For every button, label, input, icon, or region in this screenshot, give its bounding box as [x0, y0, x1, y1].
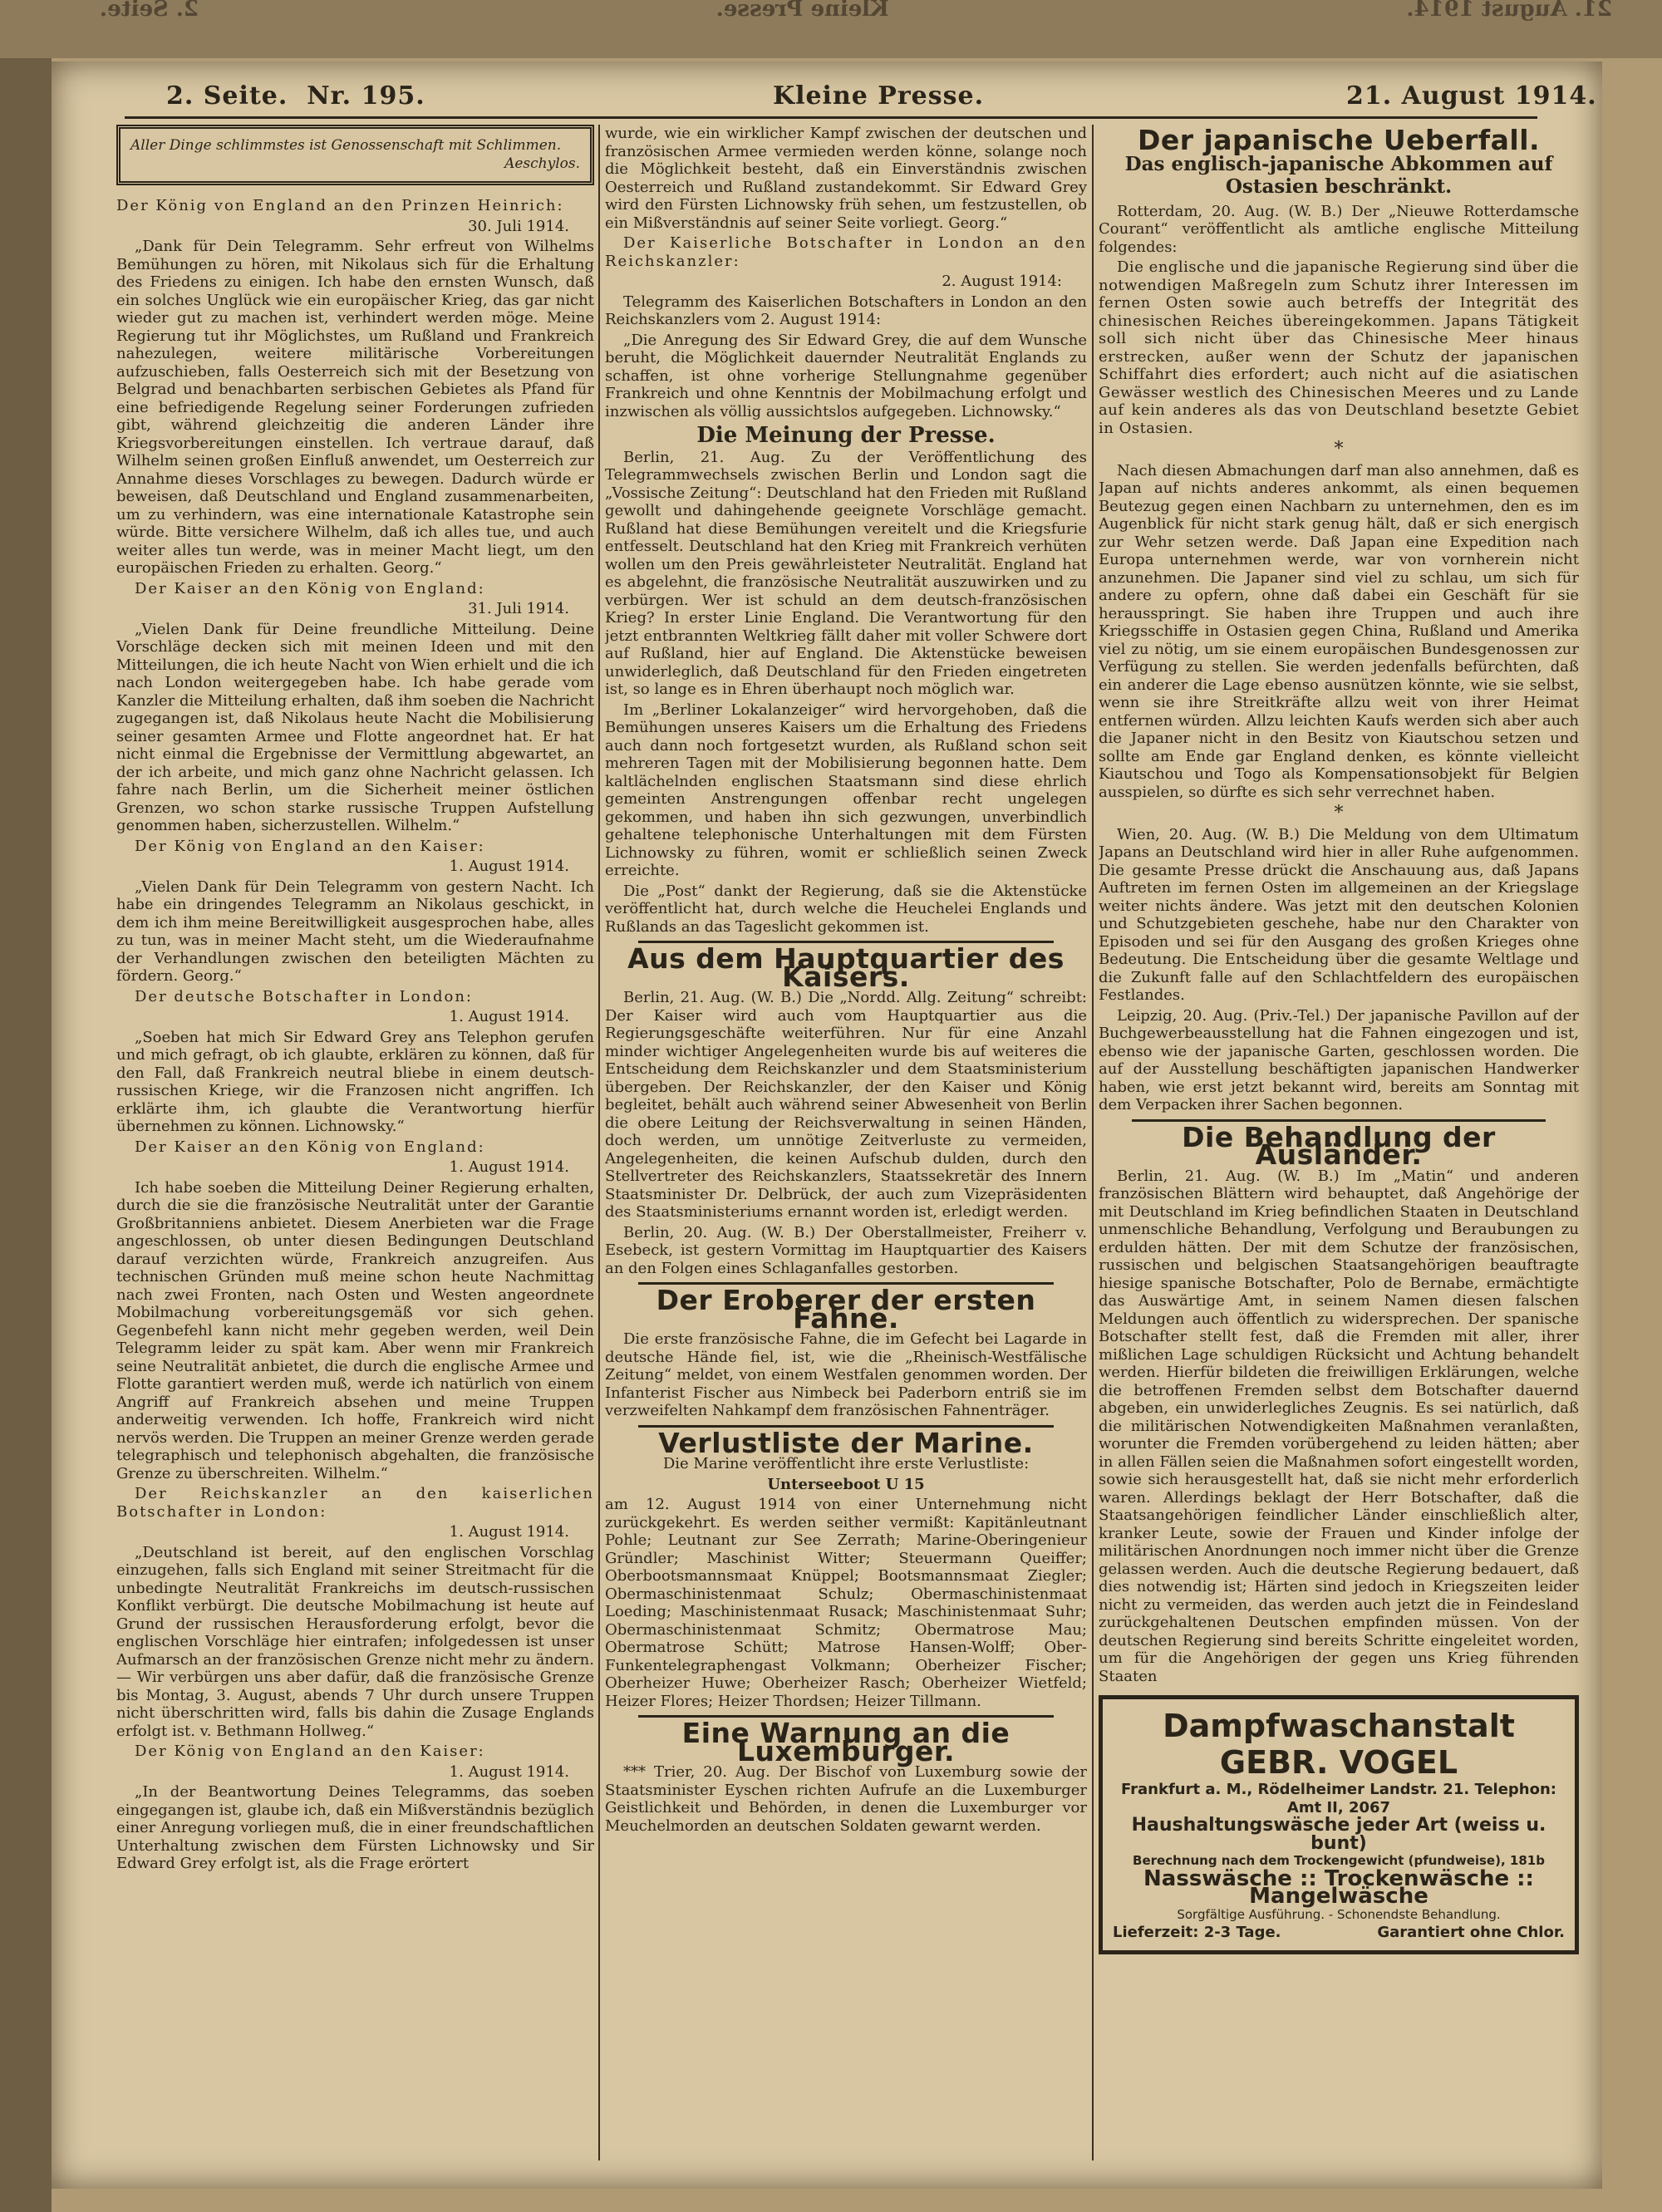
- article-paragraph: Berlin, 21. Aug. (W. B.) Die „Nordd. Allg. Zeitung“ schreibt: Der Kaiser wird auch vom Hauptquartier aus die Regierungsgeschäfte weiterführen. Nur für eine Anzahl minder wichtiger Angelegenheiten wurde bis auf weiteres die Entscheidung dem Reichskanzler und dem Staatsministerium übergeben. Der Reichskanzler, der den Kaiser und König begleitet, behält auch während seiner Abwesenheit von Berlin die obere Leitung der Reichsverwaltung in seinen Händen, doch werden, um unnötige Zeitverluste zu vermeiden, Angelegenheiten, die keinen Aufschub dulden, durch den Stellvertreter des Reichskanzlers, Staatssekretär des Innern Staatsminister Dr. Delbrück, der auch zum Vizepräsidenten des Staatsministeriums ernannt worden ist, erledigt werden.: [605, 989, 1087, 1221]
- ad-footer: [1113, 1924, 1565, 1942]
- article-paragraph: Berlin, 20. Aug. (W. B.) Der Oberstallmeister, Freiherr v. Esebeck, ist gestern Vormittag im Hauptquartier des Kaisers an den Folgen eines Schlaganfalles gestorben.: [605, 1223, 1087, 1277]
- header-rule: [125, 116, 1537, 119]
- section-heading-hq: Aus dem Hauptquartier des Kaisers.: [627, 942, 1065, 993]
- telegram-text: „Vielen Dank für Deine freundliche Mitteilung. Deine Vorschläge decken sich mit meinen Ideen und mit den Mitteilungen, die ich heute Nacht von Wien erhielt und die ich nach London weitergegeben habe. Ich habe gerade vom Kanzler die Mitteilung erhalten, daß ihm soeben die Nachricht zugegangen ist, daß Nikolaus heute Nacht die Mobilisierung seiner gesamten Armee und Flotte angeordnet hat. Er hat nicht einmal die Ergebnisse der Vermittlung abgewartet, an der ich arbeite, und mich ganz ohne Nachricht gelassen. Ich fahre nach Berlin, um die Sicherheit meiner östlichen Grenzen, wo schon starke russische Truppen Aufstellung genommen haben, sicherzustellen. Wilhelm.“: [116, 620, 594, 834]
- page-number: 2. Seite. Nr. 195.: [166, 81, 425, 111]
- ad-line: Sorgfältige Ausführung. - Schonendste Behandlung.: [1177, 1906, 1501, 1922]
- article-paragraph: *** Trier, 20. Aug. Der Bischof von Luxemburg sowie der Staatsminister Eyschen richten Aufrufe an die Luxemburger Geistlichkeit und Behörden, in denen die Luxemburger vor Meuchelmorden an deutschen Soldaten gewarnt werden.: [605, 1763, 1087, 1835]
- telegram-heading: Der Kaiserliche Botschafter in London an den Reichskanzler:: [605, 234, 1087, 270]
- motto-text: Aller Dinge schlimmstes ist Genossenschaft mit Schlimmen.: [130, 137, 562, 154]
- telegram-heading: Der Reichskanzler an den kaiserlichen Botschafter in London:: [116, 1485, 594, 1521]
- article-paragraph: Wien, 20. Aug. (W. B.) Die Meldung von dem Ultimatum Japans an Deutschland wird hier in aller Ruhe aufgenommen. Die gesamte Presse drückt die Anschauung aus, daß Japans Auftreten im fernen Osten im allgemeinen an der Kriegslage weiter nichts ändere. Was jetzt mit den deutschen Kolonien und Schutzgebieten geschehe, habe nur den Charakter von Episoden und sei für den Ausgang des großen Krieges ohne Bedeutung. Die Entscheidung über die gesamte Weltlage und die Zukunft falle auf den Schlachtfeldern des europäischen Festlandes.: [1099, 825, 1579, 1004]
- separator-star: *: [1334, 439, 1344, 460]
- telegram-date: 30. Juli 1914.: [468, 217, 569, 235]
- telegram-text: „Deutschland ist bereit, auf den englischen Vorschlag einzugehen, falls sich England mit seiner Streitmacht für die unbedingte Neutralität Frankreichs im deutsch-russischen Konflikt verbürgt. Die deutsche Mobilmachung ist heute auf Grund der russischen Herausforderung erfolgt, bevor die englischen Vorschläge hier eintrafen; infolgedessen ist unser Aufmarsch an der französischen Grenze nicht mehr zu ändern. — Wir verbürgen uns aber dafür, daß die französische Grenze bis Montag, 3. August, abends 7 Uhr durch unsere Truppen nicht überschritten wird, falls bis dahin die Zusage Englands erfolgt ist. v. Bethmann Hollweg.“: [116, 1543, 594, 1740]
- telegram-text: „Vielen Dank für Dein Telegramm von gestern Nacht. Ich habe ein dringendes Telegramm an Nikolaus geschickt, in dem ich ihm meine Bereitwilligkeit ausgesprochen habe, alles zu tun, was in meiner Macht steht, um die Wiederaufnahme der Verhandlungen zwischen den beteiligten Mächten zu fördern. Georg.“: [116, 877, 594, 985]
- article-paragraph: am 12. August 1914 von einer Unternehmung nicht zurückgekehrt. Es werden seither vermißt: Kapitänleutnant Pohle; Leutnant zur See Zerrath; Marine-Oberingenieur Gründler; Maschinist Witter; Steuermann Queiffer; Oberbootsmannsmaat Knüppel; Bootsmannsmaat Ziegler; Obermaschinistenmaat Schulz; Obermaschinistenmaat Loeding; Maschinistenmaat Rusack; Maschinistenmaat Suhr; Obermaschinistenmaat Schmitz; Obermatrose Mau; Obermatrose Schütt; Matrose Hansen-Wolff; Ober-Funkentelegraphengast Volkmann; Oberheizer Fischer; Oberheizer Huwe; Oberheizer Rasch; Oberheizer Wietfeld; Heizer Flores; Heizer Thordsen; Heizer Tillmann.: [605, 1496, 1087, 1710]
- section-heading-luxembourg: Eine Warnung an die Luxemburger.: [681, 1717, 1010, 1767]
- telegram-heading: Der deutsche Botschafter in London:: [135, 987, 473, 1005]
- separator-star: *: [1334, 803, 1344, 823]
- mirror-date: 21. August 1914.: [1406, 0, 1612, 22]
- article-paragraph: Die erste französische Fahne, die im Gefecht bei Lagarde in deutsche Hände fiel, ist, wie die „Rheinisch-Westfälische Zeitung“ meldet, von einem Westfalen genommen worden. Der Infanterist Fischer aus Nimbeck bei Paderborn entriß sie im verzweifelten Nahkampf dem französischen Fahnenträger.: [605, 1330, 1087, 1419]
- ad-title: Dampfwaschanstalt GEBR. VOGEL: [1163, 1708, 1515, 1781]
- motto-box: [116, 125, 594, 185]
- column-rule: [598, 125, 600, 2160]
- telegram-text: Ich habe soeben die Mitteilung Deiner Regierung erhalten, durch die sie die französische Neutralität unter der Garantie Großbritanniens anbietet. Diesem Anerbieten war die Frage angeschlossen, ob unter diesen Bedingungen Deutschland darauf verzichten würde, Frankreich anzugreifen. Aus technischen Gründen muß meine schon heute Nachmittag nach zwei Fronten, nach Osten und Westen angeordnete Mobilmachung vorbereitungsgemäß vor sich gehen. Gegenbefehl kann nicht mehr gegeben werden, weil Dein Telegramm leider zu spät kam. Aber wenn mir Frankreich seine Neutralität anbietet, die durch die englische Armee und Flotte garantiert werden muß, werde ich natürlich von einem Angriff auf Frankreich absehen und meine Truppen anderweitig verwenden. Ich hoffe, Frankreich wird nicht nervös werden. Die Truppen an meiner Grenze werden gerade telegraphisch und telephonisch abgehalten, die französische Grenze zu überschreiten. Wilhelm.“: [116, 1178, 594, 1482]
- motto-author: Aeschylos.: [504, 155, 580, 172]
- telegram-heading: Der Kaiser an den König von England:: [135, 579, 485, 597]
- section-heading-press: Die Meinung der Presse.: [696, 423, 996, 448]
- column-3: [1099, 125, 1579, 2160]
- submarine-name: Unterseeboot U 15: [767, 1475, 925, 1493]
- mirror-page: 2. Seite.: [100, 0, 199, 22]
- telegram-text: „Soeben hat mich Sir Edward Grey ans Telephon gerufen und mich gefragt, ob ich glaubte, erklären zu können, daß für den Fall, daß Frankreich neutral bliebe in einem deutsch-russischen Kriege, wir die Franzosen nicht angriffen. Ich erklärte ihm, ich glaubte die Verantwortung hierfür übernehmen zu können. Lichnowsky.“: [116, 1028, 594, 1135]
- article-paragraph: Rotterdam, 20. Aug. (W. B.) Der „Nieuwe Rotterdamsche Courant“ veröffentlicht als amtliche englische Mitteilung folgendes:: [1099, 202, 1579, 256]
- article-paragraph: Berlin, 21. Aug. Zu der Veröffentlichung des Telegrammwechsels zwischen Berlin und London sagt die „Vossische Zeitung“: Deutschland hat den Frieden mit Rußland gewollt und dahingehende geeignete Vorschläge gemacht. Rußland hat diese Bemühungen vereitelt und die Kriegsfurie entfesselt. Deutschland hat den Krieg mit Frankreich verhüten wollen um den Preis gewährleisteter Neutralität. England hat es abgelehnt, die französische Neutralität auszuwirken und zu verbürgen. Wer ist schuld an dem deutsch-französischen Krieg? In erster Linie England. Die Verantwortung für den jetzt entbrannten Weltkrieg fällt daher mit voller Schwere dort auf Rußland, hier auf England. Die Aktenstücke beweisen unwiderleglich, daß Deutschland für den Frieden eingetreten ist, so lange es in Ehren überhaupt noch möglich war.: [605, 448, 1087, 698]
- continued-text: wurde, wie ein wirklicher Kampf zwischen der deutschen und französischen Armee vermieden werden könne, solange noch die Möglichkeit besteht, daß ein Einverständnis zwischen Oesterreich und Rußland zustandekommt. Sir Edward Grey wird den Fürsten Lichnowsky früh sehen, um festzustellen, ob ein Mißverständnis auf seiner Seite vorliegt. Georg.“: [605, 125, 1087, 232]
- column-1: [116, 125, 594, 2160]
- article-paragraph: Nach diesen Abmachungen darf man also annehmen, daß es Japan auf nichts anderes ankommt, als einen bequemen Beutezug gegen einen Nachbarn zu unternehmen, den es im Augenblick für nicht stark genug hält, daß er sich energisch zur Wehr setzen werde. Daß Japan eine Expedition nach Europa unternehmen werde, war von vornherein nicht anzunehmen. Die Japaner sind viel zu schlau, um sich für andere zu opfern, ohne daß dabei ein Geschäft für sie herausspringt. Sie haben ihre Truppen und auch ihre Kriegsschiffe in Ostasien gegen China, Rußland und Amerika viel zu nötig, um sie einem europäischen Bundesgenossen zur Verfügung zu stellen. Sie werden jedenfalls befürchten, daß ein anderer die Lage ebenso ausnützen könnte, wie sie selbst, wenn sie ihre Streitkräfte allzu weit von ihrer Heimat entfernen würden. Allzu leichten Kaufs werden sich aber auch die Japaner nicht in den Besitz von Kiautschou setzen und sollte am Ende gar England denken, es könnte vielleicht Kiautschou und Togo als Kompensationsobjekt für Belgien ausspielen, so dürfte es sich sehr verrechnet haben.: [1099, 461, 1579, 801]
- article-intro: Die Marine veröffentlicht ihre erste Verlustliste:: [662, 1455, 1030, 1472]
- telegram-text: „Die Anregung des Sir Edward Grey, die auf dem Wunsche beruht, die Möglichkeit dauernder Neutralität Englands zu schaffen, ist ohne vorherige Stellungnahme gegenüber Frankreich und ohne Kenntnis der Mobilmachung erfolgt und inzwischen als völlig aussichtslos aufgegeben. Lichnowsky.“: [605, 331, 1087, 420]
- telegram-date: 1. August 1914.: [449, 1762, 569, 1781]
- section-heading-japan: Der japanische Ueberfall.: [1137, 125, 1541, 156]
- ad-services: Nasswäsche :: Trockenwäsche :: Mangelwäsche: [1143, 1865, 1534, 1909]
- book-binding: [0, 58, 52, 2212]
- section-heading-foreigners: Die Behandlung der Ausländer.: [1182, 1120, 1496, 1171]
- telegram-date: 1. August 1914.: [449, 1523, 569, 1541]
- telegram-text: „In der Beantwortung Deines Telegramms, das soeben eingegangen ist, glaube ich, daß ein Mißverständnis bezüglich einer Anregung vorliegen muß, die in einer freundschaftlichen Unterhaltung zwischen dem Fürsten Lichnowsky und Sir Edward Grey erfolgt ist, als die Frage erörtert: [116, 1783, 594, 1872]
- section-heading-navy-losses: Verlustliste der Marine.: [658, 1426, 1034, 1459]
- ad-line: Haushaltungswäsche jeder Art (weiss u. bunt): [1131, 1815, 1546, 1854]
- telegram-date: 2. August 1914:: [942, 273, 1062, 290]
- issue-number: Nr. 195.: [307, 81, 425, 111]
- section-subheading: Das englisch-japanische Abkommen auf Ostasien beschränkt.: [1124, 152, 1553, 198]
- telegram-date: 1. August 1914.: [449, 858, 569, 875]
- telegram-heading: Der König von England an den Prinzen Heinrich:: [116, 197, 564, 214]
- telegram-date: 1. August 1914.: [449, 1008, 569, 1025]
- issue-date: 21. August 1914.: [1346, 81, 1597, 111]
- telegram-text: „Dank für Dein Telegramm. Sehr erfreut von Wilhelms Bemühungen zu hören, mit Nikolaus sich für die Erhaltung des Friedens zu einigen. Ich habe den ernsten Wunsch, daß ein solches Unglück wie ein europäischer Krieg, das gar nicht wieder gut zu machen ist, verhindert werden möge. Meine Regierung tut ihr Möglichstes, um Rußland und Frankreich nahezulegen, weitere militärische Vorbereitungen aufzuschieben, falls Oesterreich sich mit der Besetzung von Belgrad und benachbarten serbischen Gebietes als Pfand für eine befriedigende Regelung seiner Forderungen zufrieden gibt, während gleichzeitig die anderen Länder ihre Kriegsvorbereitungen einstellen. Ich vertraue darauf, daß Wilhelm seinen großen Einfluß anwendet, um Oesterreich zur Annahme dieses Vorschlages zu bewegen. Dadurch würde er beweisen, daß Deutschland und England zusammenarbeiten, um zu verhindern, was eine internationale Katastrophe sein würde. Bitte versichere Wilhelm, daß ich alles tue, und auch weiter alles tun werde, was in meiner Macht liegt, um den europäischen Frieden zu erhalten. Georg.“: [116, 238, 594, 577]
- ad-guarantee: Garantiert ohne Chlor.: [1377, 1924, 1565, 1941]
- ad-line: Berechnung nach dem Trockengewicht (pfundweise), 181b: [1133, 1853, 1545, 1868]
- article-paragraph: Leipzig, 20. Aug. (Priv.-Tel.) Der japanische Pavillon auf der Buchgewerbeausstellung hat die Fahnen eingezogen und ist, ebenso wie der japanische Garten, geschlossen worden. Die auf der Ausstellung beschäftigten japanischen Handwerker haben, wie erst jetzt bekannt wird, bereits am Sonntag mit dem Verpacken ihrer Sachen begonnen.: [1099, 1006, 1579, 1113]
- show-through-header: [50, 0, 1662, 22]
- mirror-title: Kleine Presse.: [715, 0, 889, 22]
- section-heading-flag: Der Eroberer der ersten Fahne.: [656, 1284, 1036, 1335]
- article-paragraph: Berlin, 21. Aug. (W. B.) Im „Matin“ und anderen französischen Blättern wird behauptet, daß Angehörige der mit Deutschland im Krieg befindlichen Staaten in Deutschland unmenschliche Behandlung, Verfolgung und Beraubungen zu erdulden hätten. Der mit dem Schutze der französischen, russischen und belgischen Staatsangehörigen beauftragte hiesige spanische Botschafter, Polo de Bernabe, ermächtigte das Auswärtige Amt, in seinem Namen diesen falschen Meldungen auch öffentlich zu widersprechen. Der spanische Botschafter stellt fest, daß die Fremden mit aller, ihrer mißlichen Lage schuldigen Rücksicht und Achtung behandelt werden. Hierfür bildeten die freiwilligen Erklärungen, welche die betroffenen Fremden selbst dem Botschafter dauernd abgeben, ein unwiderlegliches Zeugnis. Es sei natürlich, daß die militärischen Notwendigkeiten Maßnahmen veranlaßten, worunter die Fremden vorübergehend zu leiden hätten; aber in allen Fällen seien die Maßnahmen sofort eingestellt worden, sowie sich herausgestellt hat, daß sie nicht mehr erforderlich waren. Allerdings beklagt der Herr Botschafter, daß die Staatsangehörigen feindlicher Länder einschließlich alter, kranker Leute, sowie der Frauen und Kinder infolge der militärischen Anordnungen noch immer nicht über die Grenze gelassen werden. Auch die deutsche Regierung bedauert, daß dies notwendig ist; Härten sind jedoch in Kriegszeiten leider nicht zu vermeiden, das werden auch jetzt die in Feindesland zurückgehaltenen Deutschen empfinden müssen. Von der deutschen Regierung sind bereits Schritte eingeleitet worden, um für die Angehörigen der gegen uns Krieg führenden Staaten: [1099, 1167, 1579, 1685]
- telegram-date: 31. Juli 1914.: [468, 600, 569, 617]
- telegram-date: 1. August 1914.: [449, 1158, 569, 1176]
- advertisement-laundry: [1099, 1695, 1579, 1954]
- column-2: [605, 125, 1087, 2160]
- article-paragraph: Im „Berliner Lokalanzeiger“ wird hervorgehoben, daß die Bemühungen unseres Kaisers um die Erhaltung des Friedens auch dann noch fortgesetzt wurden, als Rußland schon seit mehreren Tagen mit der Mobilisierung begonnen hatte. Dem kaltlächelnden englischen Staatsmann sind diese ehrlich gemeinten Anstrengungen offenbar recht ungelegen gekommen, und haben ihn sich gezwungen, unverbindlich gehaltene telephonische Unterhaltungen mit dem Fürsten Lichnowsky zu führen, womit er schließlich seinen Zweck erreichte.: [605, 700, 1087, 879]
- telegram-heading: Der König von England an den Kaiser:: [135, 837, 485, 855]
- telegram-intro: Telegramm des Kaiserlichen Botschafters in London an den Reichskanzlers vom 2. August 1914:: [605, 292, 1087, 328]
- telegram-heading: Der König von England an den Kaiser:: [135, 1743, 485, 1760]
- masthead-title: Kleine Presse.: [773, 81, 985, 111]
- ad-address: Frankfurt a. M., Rödelheimer Landstr. 21. Telephon: Amt II, 2067: [1121, 1781, 1556, 1816]
- article-paragraph: Die „Post“ dankt der Regierung, daß sie die Aktenstücke veröffentlicht hat, durch welche die Heuchelei Englands und Rußlands an das Tageslicht gekommen ist.: [605, 882, 1087, 936]
- column-rule: [1092, 125, 1094, 2160]
- article-paragraph: Die englische und die japanische Regierung sind über die notwendigen Maßregeln zum Schutz ihrer Interessen im fernen Osten sowie auch betreffs der Integrität des chinesischen Reiches übereingekommen. Japans Tätigkeit soll sich nicht über das Chinesische Meer hinaus erstrecken, außer wenn der Schutz der japanischen Schiffahrt dies erfordert; auch nicht auf die asiatischen Gewässer westlich des Chinesischen Meeres und zu Lande auf kein anderes als das von Deutschland besetzte Gebiet in Ostasien.: [1099, 258, 1579, 437]
- telegram-heading: Der Kaiser an den König von England:: [135, 1138, 485, 1156]
- ad-delivery: Lieferzeit: 2-3 Tage.: [1113, 1924, 1281, 1941]
